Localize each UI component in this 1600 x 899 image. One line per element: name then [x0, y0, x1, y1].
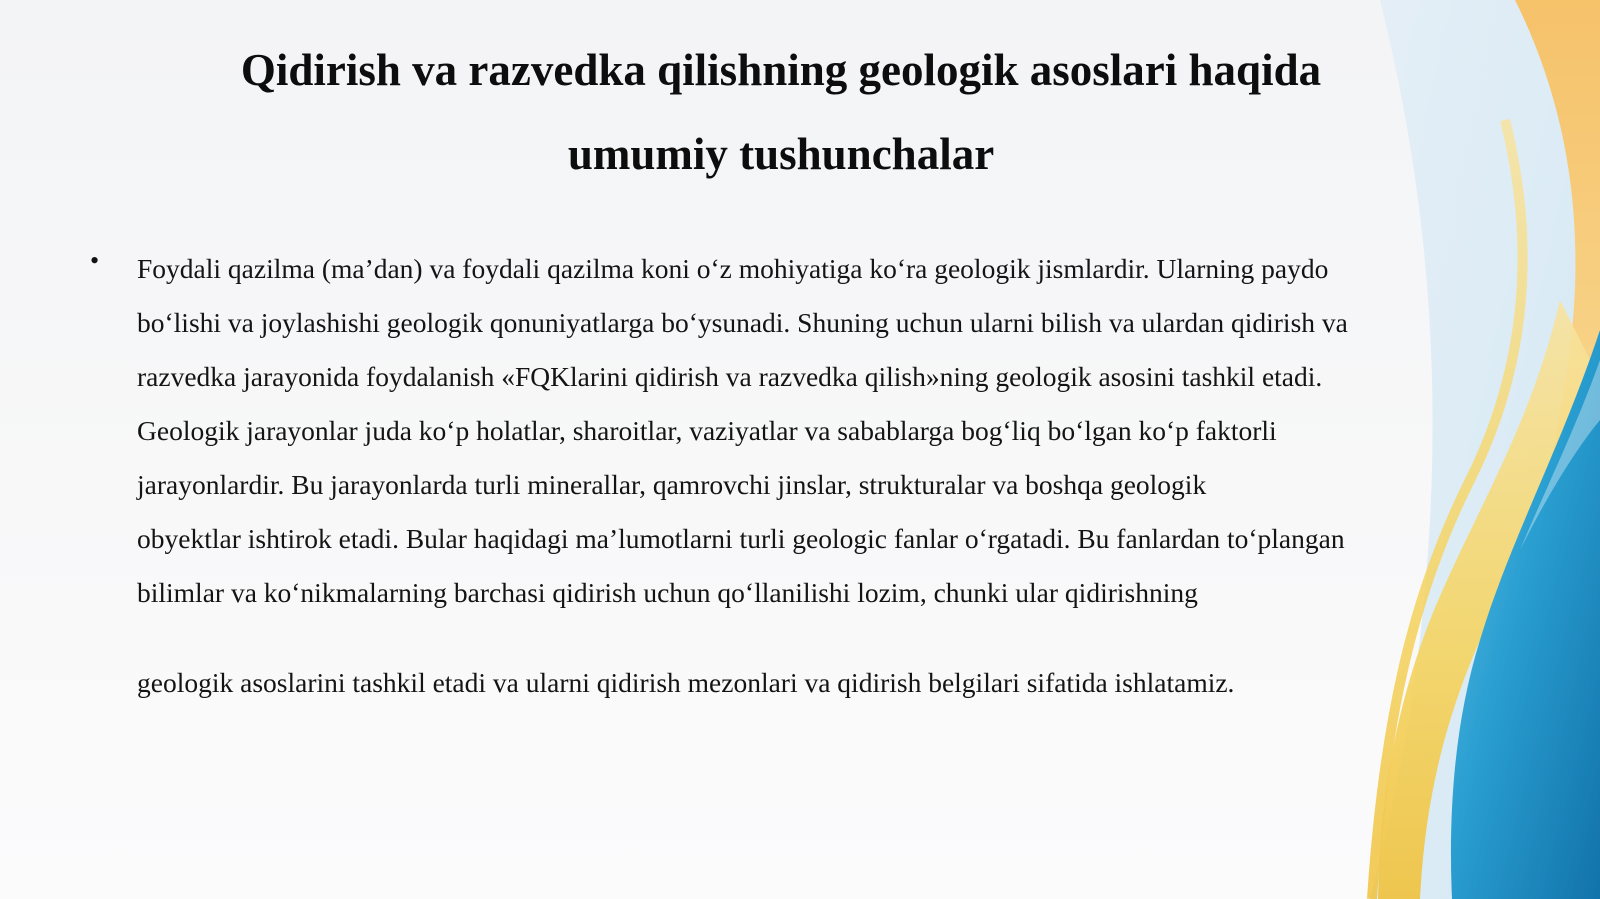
slide-title-line-1: Qidirish va razvedka qilishning geologik asoslari haqida [240, 45, 1322, 95]
paragraph-line: Foydali qazilma (ma’dan) va foydali qazilma koni o‘z mohiyatiga ko‘ra geologik jismlardir. Ularning paydo [137, 253, 1329, 284]
slide-title [150, 28, 1412, 196]
bullet-marker: • [90, 246, 100, 275]
paragraph-line: razvedka jarayonida foydalanish «FQKlarini qidirish va razvedka qilish»ning geologik asosini tashkil etadi. [137, 361, 1323, 392]
paragraph-line: bo‘lishi va joylashishi geologik qonuniyatlarga bo‘ysunadi. Shuning uchun ularni bilish va ulardan qidirish va [137, 307, 1348, 338]
slide-title-line-2: umumiy tushunchalar [567, 129, 995, 179]
bullet-paragraph [137, 242, 1467, 710]
paragraph-continuation: geologik asoslarini tashkil etadi va ularni qidirish mezonlari va qidirish belgilari sifatida ishlatamiz. [137, 667, 1235, 698]
paragraph-line: bilimlar va ko‘nikmalarning barchasi qidirish uchun qo‘llanilishi lozim, chunki ular qidirishning [137, 577, 1198, 608]
paragraph-line: jarayonlardir. Bu jarayonlarda turli minerallar, qamrovchi jinslar, strukturalar va boshqa geologik [137, 469, 1207, 500]
paragraph-gap [137, 620, 1467, 656]
paragraph-line: obyektlar ishtirok etadi. Bular haqidagi ma’lumotlarni turli geologic fanlar o‘rgatadi. Bu fanlardan to‘plangan [137, 523, 1345, 554]
paragraph-line: Geologik jarayonlar juda ko‘p holatlar, sharoitlar, vaziyatlar va sabablarga bog‘liq bo‘lgan ko‘p faktorli [137, 415, 1277, 446]
